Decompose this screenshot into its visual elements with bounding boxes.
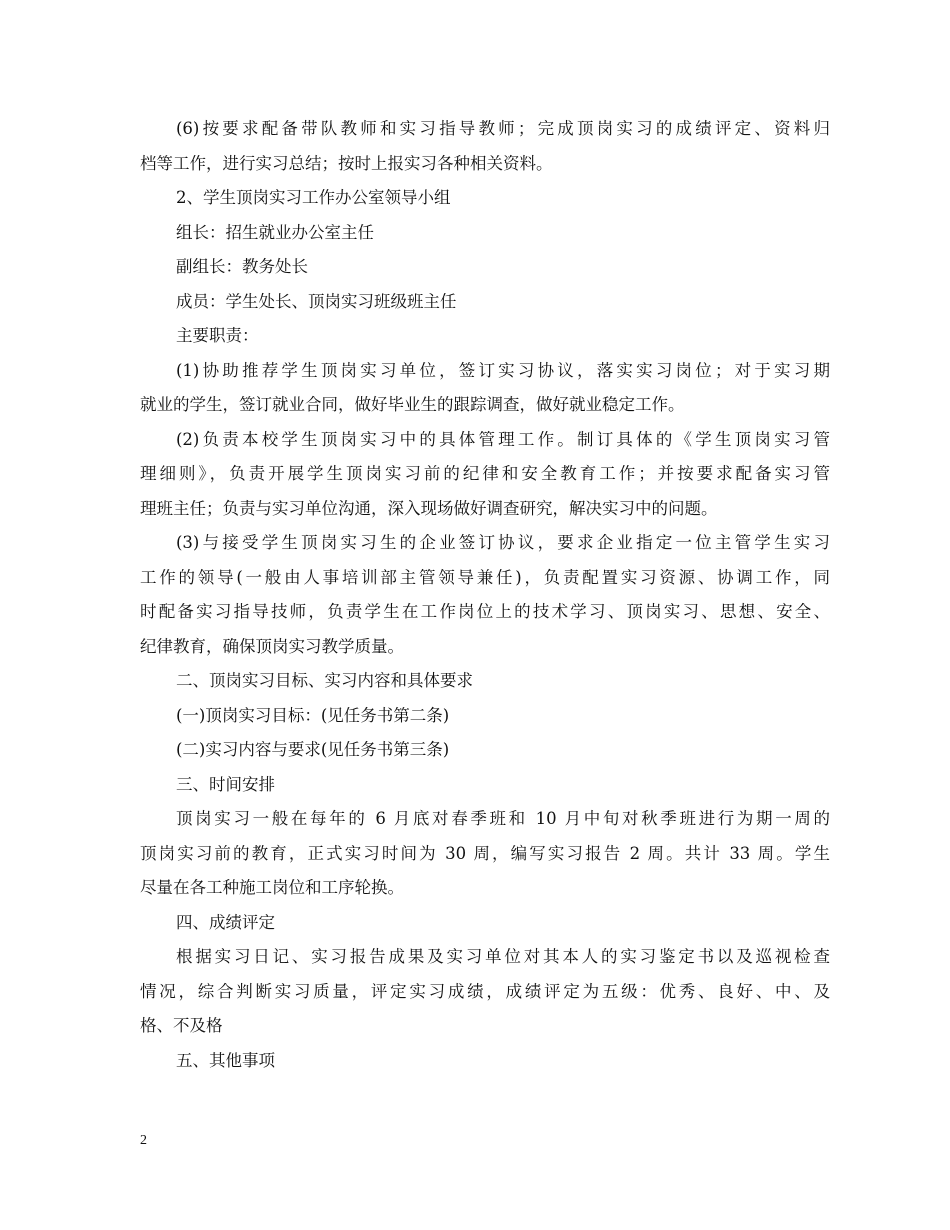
document-body <box>140 112 830 1078</box>
paragraph-line: 主要职责： <box>176 326 259 345</box>
paragraph-line: 时配备实习指导技师，负责学生在工作岗位上的技术学习、顶岗实习、思想、安全、 <box>140 602 830 621</box>
page-number: 2 <box>140 1133 147 1148</box>
paragraph-line: (3)与接受学生顶岗实习生的企业签订协议，要求企业指定一位主管学生实习 <box>176 533 830 552</box>
paragraph-line: 顶岗实习前的教育，正式实习时间为 30 周，编写实习报告 2 周。共计 33 周。学生 <box>140 843 830 863</box>
paragraph-line: 副组长：教务处长 <box>176 257 308 276</box>
section-heading: 二、顶岗实习目标、实习内容和具体要求 <box>176 671 473 690</box>
paragraph-line: 理细则》，负责开展学生顶岗实习前的纪律和安全教育工作；并按要求配备实习管 <box>140 464 830 483</box>
paragraph-line: (6)按要求配备带队教师和实习指导教师；完成顶岗实习的成绩评定、资料归 <box>176 119 830 138</box>
paragraph-line: 工作的领导(一般由人事培训部主管领导兼任)，负责配置实习资源、协调工作，同 <box>140 567 830 587</box>
paragraph-line: (2)负责本校学生顶岗实习中的具体管理工作。制订具体的《学生顶岗实习管 <box>176 429 830 449</box>
section-heading: 2、学生顶岗实习工作办公室领导小组 <box>176 188 451 207</box>
paragraph-line: (1)协助推荐学生顶岗实习单位，签订实习协议，落实实习岗位；对于实习期 <box>176 360 830 380</box>
paragraph-line: 理班主任；负责与实习单位沟通，深入现场做好调查研究，解决实习中的问题。 <box>140 498 718 518</box>
paragraph-line: 情况，综合判断实习质量，评定实习成绩，成绩评定为五级：优秀、良好、中、及 <box>140 981 830 1001</box>
paragraph-line: 格、不及格 <box>140 1016 223 1035</box>
paragraph-line: 根据实习日记、实习报告成果及实习单位对其本人的实习鉴定书以及巡视检查 <box>176 947 830 966</box>
paragraph-line: 就业的学生，签订就业合同，做好毕业生的跟踪调查，做好就业稳定工作。 <box>140 395 685 414</box>
paragraph-line: 档等工作，进行实习总结；按时上报实习各种相关资料。 <box>140 153 553 173</box>
section-heading: 三、时间安排 <box>176 774 275 794</box>
paragraph-line: 顶岗实习一般在每年的 6 月底对春季班和 10 月中旬对秋季班进行为期一周的 <box>176 809 830 828</box>
paragraph-line: 纪律教育，确保顶岗实习教学质量。 <box>140 636 404 656</box>
paragraph-line: (二)实习内容与要求(见任务书第三条) <box>176 740 450 759</box>
paragraph-line: 成员：学生处长、顶岗实习班级班主任 <box>176 291 457 311</box>
section-heading: 五、其他事项 <box>176 1050 275 1070</box>
section-heading: 四、成绩评定 <box>176 912 275 932</box>
paragraph-line: 尽量在各工种施工岗位和工序轮换。 <box>140 878 404 897</box>
paragraph-line: 组长：招生就业办公室主任 <box>176 222 374 242</box>
paragraph-line: (一)顶岗实习目标：(见任务书第二条) <box>176 705 450 725</box>
